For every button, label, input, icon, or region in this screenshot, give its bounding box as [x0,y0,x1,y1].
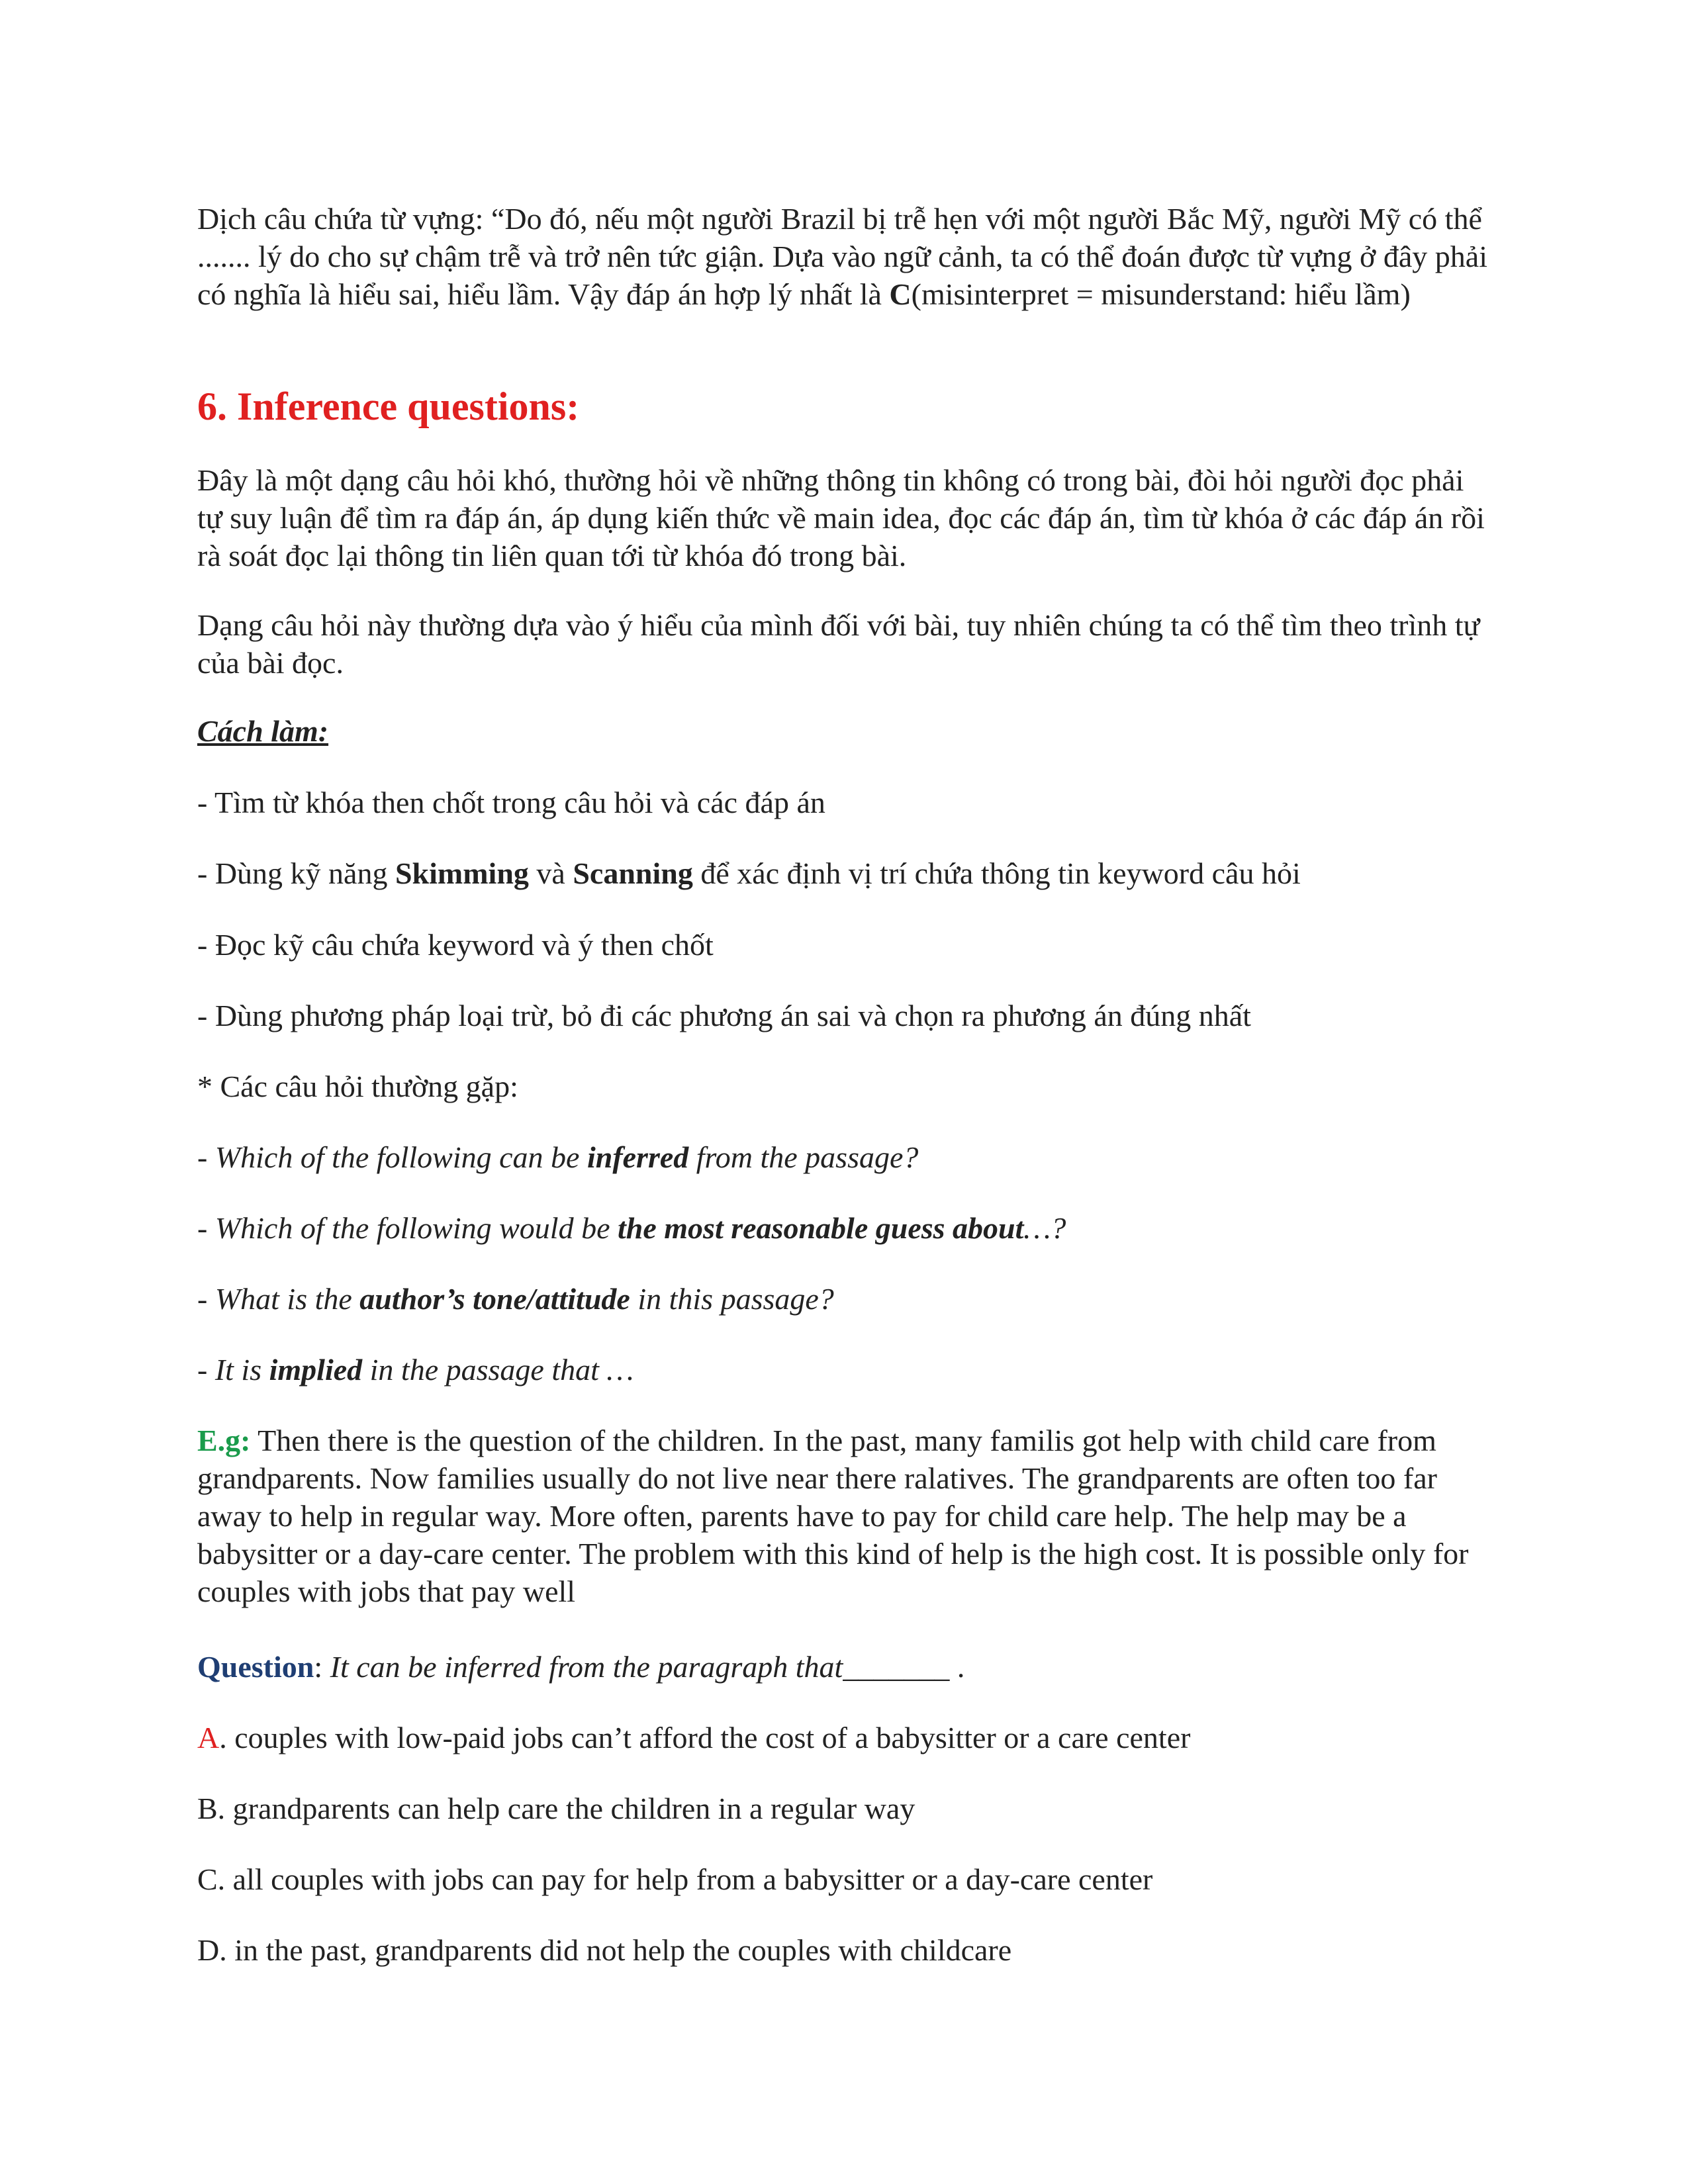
method-step-4: - Dùng phương pháp loại trừ, bỏ đi các phương án sai và chọn ra phương án đúng nhất [197,999,1251,1032]
step2-text: - Dùng kỹ năng [197,856,395,890]
common-question-1 [197,1138,1495,1176]
q2-keyword: the most reasonable guess about [618,1211,1024,1245]
description-paragraph-2: Dạng câu hỏi này thường dựa vào ý hiểu của mình đối với bài, tuy nhiên chúng ta có thể tìm theo trình tự của bài đọc. [197,608,1480,680]
q1-text: - Which of the following can be [197,1140,587,1174]
step2-text: để xác định vị trí chứa thông tin keyword câu hỏi [692,856,1301,890]
method-label-text: Cách làm: [197,714,329,748]
question-colon: : [314,1650,330,1684]
question-line [197,1648,1495,1686]
q4-text: - It is [197,1353,269,1387]
step2-scanning: Scanning [573,856,693,890]
option-a-text: . couples with low-paid jobs can’t afford the cost of a babysitter or a care center [219,1721,1191,1754]
common-question-4 [197,1351,1495,1388]
question-label: Question [197,1650,314,1684]
q3-text: in this passage? [630,1282,834,1316]
q1-keyword: inferred [586,1140,689,1174]
option-d: D. in the past, grandparents did not help the couples with childcare [197,1933,1012,1967]
method-step-1: - Tìm từ khóa then chốt trong câu hỏi và các đáp án [197,786,825,819]
option-a [197,1719,1495,1756]
q4-text: in the passage that … [362,1353,634,1387]
example-label: E.g: [197,1424,251,1457]
intro-answer-gloss: (misinterpret = misunderstand: hiểu lầm) [911,277,1411,311]
question-end: . [949,1650,965,1684]
q4-keyword: implied [269,1353,363,1387]
method-step-2 [197,854,1495,892]
q2-text: - Which of the following would be [197,1211,618,1245]
example-paragraph [197,1422,1495,1610]
intro-paragraph [197,200,1495,313]
q3-keyword: author’s tone/attitude [359,1282,630,1316]
method-step-3: - Đọc kỹ câu chứa keyword và ý then chốt [197,928,714,962]
common-questions-label: * Các câu hỏi thường gặp: [197,1069,518,1103]
option-a-letter: A [197,1721,220,1754]
q3-text: - What is the [197,1282,360,1316]
q2-text: …? [1023,1211,1066,1245]
common-question-2 [197,1209,1495,1247]
common-question-3 [197,1280,1495,1318]
question-text: It can be inferred from the paragraph that_______ [330,1650,950,1684]
option-c: C. all couples with jobs can pay for help from a babysitter or a day-care center [197,1862,1153,1896]
section-heading: 6. Inference questions: [197,385,580,428]
description-paragraph-1: Đây là một dạng câu hỏi khó, thường hỏi về những thông tin không có trong bài, đòi hỏi người đọc phải tự suy luận để tìm ra đáp án, áp dụng kiến thức về main idea, đọc các đáp án, tìm từ khóa ở các đáp án rồi rà soát đọc lại thông tin liên quan tới từ khóa đó trong bài. [197,463,1485,572]
q1-text: from the passage? [688,1140,919,1174]
step2-skimming: Skimming [395,856,529,890]
step2-text: và [528,856,573,890]
intro-answer-letter: C [889,277,912,311]
method-label [197,712,1495,750]
option-b: B. grandparents can help care the children in a regular way [197,1792,915,1825]
example-text: Then there is the question of the children. In the past, many familis got help with child care from grandparents. Now families usually do not live near there ralatives. The grandparents are often too far away to help in regular way. More often, parents have to pay for child care help. The help may be a babysitter or a day-care center. The problem with this kind of help is the high cost. It is possible only for couples with jobs that pay well [197,1424,1469,1608]
intro-text: Dịch câu chứa từ vựng: “Do đó, nếu một người Brazil bị trễ hẹn với một người Bắc Mỹ, người Mỹ có thể ....... lý do cho sự chậm trễ và trở nên tức giận. Dựa vào ngữ cảnh, ta có thể đoán được từ vựng ở đây phải có nghĩa là hiểu sai, hiểu lầm. Vậy đáp án hợp lý nhất là [197,202,1487,311]
